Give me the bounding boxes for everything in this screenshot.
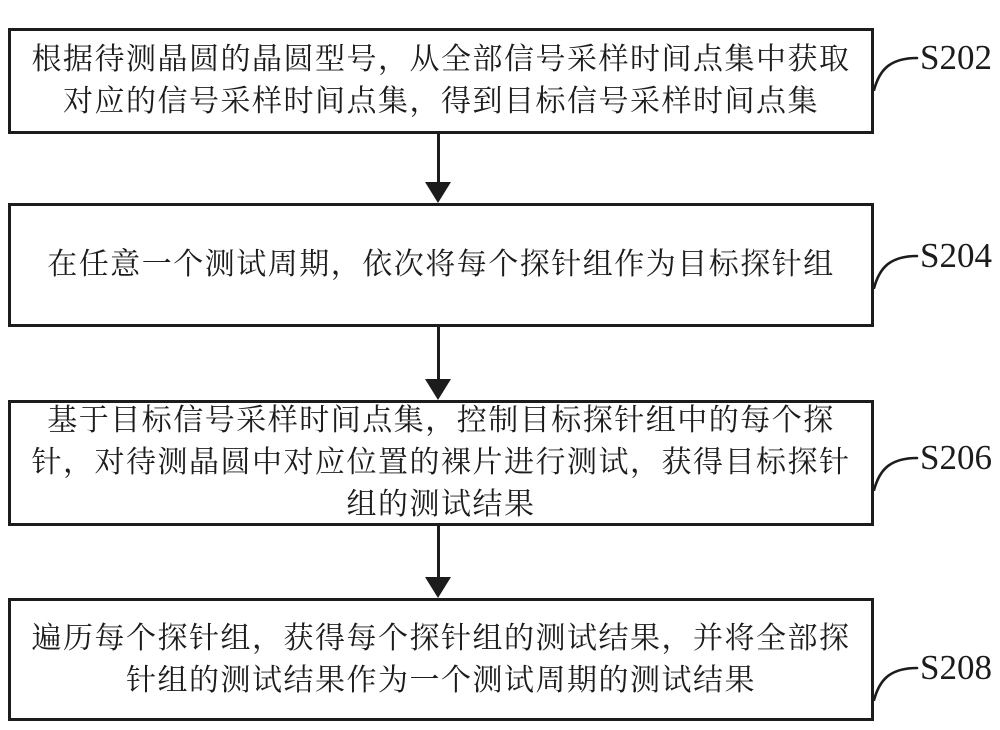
leader-curve-icon	[871, 447, 919, 491]
leader-curve-icon	[871, 657, 919, 701]
arrow-head-icon	[425, 182, 451, 203]
flow-box-s202	[8, 28, 874, 134]
flow-box-s204	[8, 203, 874, 327]
arrow-head-icon	[425, 577, 451, 598]
flow-box-s208-text-line: 遍历每个探针组，获得每个探针组的测试结果，并将全部探	[31, 621, 851, 655]
leader-curve-icon	[871, 245, 919, 289]
arrow-shaft	[437, 134, 440, 187]
arrow-head-icon	[425, 379, 451, 400]
down-arrow	[424, 327, 452, 400]
flow-box-s202-text-line: 根据待测晶圆的晶圆型号，从全部信号采样时间点集中获取	[31, 43, 851, 76]
down-arrow	[424, 526, 452, 598]
flow-box-s204-text-line: 在任意一个测试周期，依次将每个探针组作为目标探针组	[47, 248, 835, 281]
flow-box-s206-text-line: 组的测试结果	[346, 488, 536, 521]
step-label-s206: S206	[920, 438, 992, 477]
down-arrow	[424, 134, 452, 203]
flow-box-s206	[8, 400, 874, 526]
arrow-shaft	[437, 526, 440, 582]
flow-box-s206-text-line: 针，对待测晶圆中对应位置的裸片进行测试，获得目标探针	[31, 446, 851, 479]
flow-box-s202-text-line: 对应的信号采样时间点集，得到目标信号采样时间点集	[63, 85, 819, 118]
flow-box-s206-text-line: 基于目标信号采样时间点集，控制目标探针组中的每个探	[47, 404, 835, 437]
flow-box-s208-text-line: 针组的测试结果作为一个测试周期的测试结果	[126, 663, 756, 697]
step-label-s208: S208	[920, 648, 992, 687]
flow-box-s208	[8, 598, 874, 721]
step-label-s204: S204	[920, 236, 992, 275]
arrow-shaft	[437, 327, 440, 384]
leader-curve-icon	[871, 47, 919, 91]
step-label-s202: S202	[920, 38, 992, 77]
